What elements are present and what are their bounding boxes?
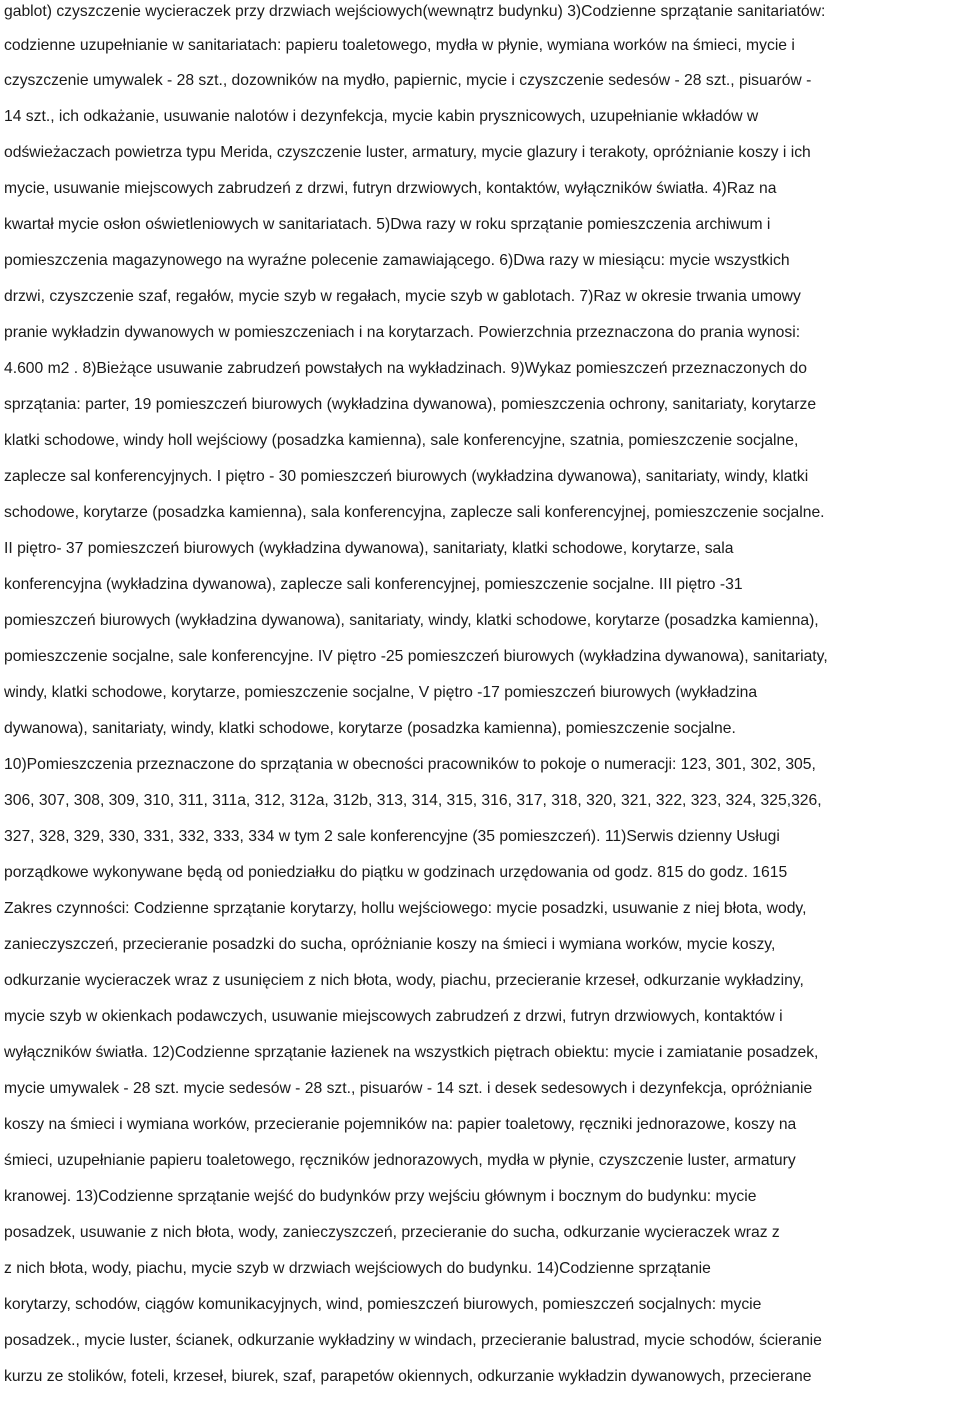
text-line: codzienne uzupełnianie w sanitariatach: papieru toaletowego, mydła w płynie, wymiana worków na śmieci, mycie i: [4, 37, 795, 54]
text-line: odkurzanie wycieraczek wraz z usunięciem z nich błota, wody, piachu, przecieranie krzeseł, odkurzanie wykładziny,: [4, 972, 804, 989]
text-line: 327, 328, 329, 330, 331, 332, 333, 334 w tym 2 sale konferencyjne (35 pomieszczeń). 11)Serwis dzienny Usługi: [4, 828, 780, 845]
text-line: dywanowa), sanitariaty, windy, klatki schodowe, korytarze (posadzka kamienna), pomieszczenie socjalne.: [4, 720, 736, 737]
text-line: kwartał mycie osłon oświetleniowych w sanitariatach. 5)Dwa razy w roku sprzątanie pomieszczenia archiwum i: [4, 216, 771, 233]
text-line: mycie szyb w okienkach podawczych, usuwanie miejscowych zabrudzeń z drzwi, futryn drzwiowych, kontaktów i: [4, 1008, 783, 1025]
text-line: konferencyjna (wykładzina dywanowa), zaplecze sali konferencyjnej, pomieszczenie socjalne. III piętro -31: [4, 576, 743, 593]
text-line: pomieszczenia magazynowego na wyraźne polecenie zamawiającego. 6)Dwa razy w miesiącu: mycie wszystkich: [4, 252, 790, 269]
text-line: drzwi, czyszczenie szaf, regałów, mycie szyb w regałach, mycie szyb w gablotach. 7)Raz w okresie trwania umowy: [4, 288, 801, 305]
text-line: kurzu ze stolików, foteli, krzeseł, biurek, szaf, parapetów okiennych, odkurzanie wykładzin dywanowych, przecierane: [4, 1368, 812, 1385]
text-line: schodowe, korytarze (posadzka kamienna), sala konferencyjna, zaplecze sali konferencyjnej, pomieszczenie socjalne.: [4, 504, 825, 521]
text-line: korytarzy, schodów, ciągów komunikacyjnych, wind, pomieszczeń biurowych, pomieszczeń socjalnych: mycie: [4, 1296, 762, 1313]
text-line: wyłączników światła. 12)Codzienne sprzątanie łazienek na wszystkich piętrach obiektu: mycie i zamiatanie posadzek,: [4, 1044, 819, 1061]
text-line: posadzek., mycie luster, ścianek, odkurzanie wykładziny w windach, przecieranie balustrad, mycie schodów, ścieranie: [4, 1332, 822, 1349]
text-line: pomieszczeń biurowych (wykładzina dywanowa), sanitariaty, windy, klatki schodowe, korytarze (posadzka kamienna),: [4, 612, 819, 629]
text-line: koszy na śmieci i wymiana worków, przecieranie pojemników na: papier toaletowy, ręczniki jednorazowe, koszy na: [4, 1116, 797, 1133]
text-line: 4.600 m2 . 8)Bieżące usuwanie zabrudzeń powstałych na wykładzinach. 9)Wykaz pomieszczeń przeznaczonych do: [4, 360, 807, 377]
text-line: 14 szt., ich odkażanie, usuwanie nalotów i dezynfekcja, mycie kabin prysznicowych, uzupełnianie wkładów w: [4, 108, 759, 125]
text-line: śmieci, uzupełnianie papieru toaletowego, ręczników jednorazowych, mydła w płynie, czyszczenie luster, armatury: [4, 1152, 796, 1169]
text-line: mycie, usuwanie miejscowych zabrudzeń z drzwi, futryn drzwiowych, kontaktów, wyłączników światła. 4)Raz na: [4, 180, 777, 197]
text-line: Zakres czynności: Codzienne sprzątanie korytarzy, hollu wejściowego: mycie posadzki, usuwanie z niej błota, wody,: [4, 900, 807, 917]
text-line: 306, 307, 308, 309, 310, 311, 311a, 312, 312a, 312b, 313, 314, 315, 316, 317, 318, 320, 321, 322, 323, 324, 325,326,: [4, 792, 822, 809]
text-line: odświeżaczach powietrza typu Merida, czyszczenie luster, armatury, mycie glazury i terakoty, opróżnianie koszy i ich: [4, 144, 811, 161]
text-line: II piętro- 37 pomieszczeń biurowych (wykładzina dywanowa), sanitariaty, klatki schodowe, korytarze, sala: [4, 540, 734, 557]
text-line: zaplecze sal konferencyjnych. I piętro - 30 pomieszczeń biurowych (wykładzina dywanowa), sanitariaty, windy, klatki: [4, 468, 809, 485]
text-line: gablot) czyszczenie wycieraczek przy drzwiach wejściowych(wewnątrz budynku) 3)Codzienne sprzątanie sanitariatów:: [4, 3, 826, 20]
text-line: czyszczenie umywalek - 28 szt., dozowników na mydło, papiernic, mycie i czyszczenie sedesów - 28 szt., pisuarów -: [4, 72, 812, 89]
text-line: klatki schodowe, windy holl wejściowy (posadzka kamienna), sale konferencyjne, szatnia, pomieszczenie socjalne,: [4, 432, 799, 449]
text-line: pomieszczenie socjalne, sale konferencyjne. IV piętro -25 pomieszczeń biurowych (wykładzina dywanowa), sanitariaty,: [4, 648, 828, 665]
text-line: posadzek, usuwanie z nich błota, wody, zanieczyszczeń, przecieranie do sucha, odkurzanie wycieraczek wraz z: [4, 1224, 780, 1241]
text-line: pranie wykładzin dywanowych w pomieszczeniach i na korytarzach. Powierzchnia przeznaczona do prania wynosi:: [4, 324, 801, 341]
text-line: windy, klatki schodowe, korytarze, pomieszczenie socjalne, V piętro -17 pomieszczeń biurowych (wykładzina: [4, 684, 758, 701]
text-line: sprzątania: parter, 19 pomieszczeń biurowych (wykładzina dywanowa), pomieszczenia ochrony, sanitariaty, korytarze: [4, 396, 817, 413]
text-line: zanieczyszczeń, przecieranie posadzki do sucha, opróżnianie koszy na śmieci i wymiana worków, mycie koszy,: [4, 936, 776, 953]
text-line: porządkowe wykonywane będą od poniedziałku do piątku w godzinach urzędowania od godz. 815 do godz. 1615: [4, 864, 788, 881]
text-line: mycie umywalek - 28 szt. mycie sedesów - 28 szt., pisuarów - 14 szt. i desek sedesowych i dezynfekcja, opróżnianie: [4, 1080, 813, 1097]
text-line: 10)Pomieszczenia przeznaczone do sprzątania w obecności pracowników to pokoje o numeracji: 123, 301, 302, 305,: [4, 756, 816, 773]
text-line: z nich błota, wody, piachu, mycie szyb w drzwiach wejściowych do budynku. 14)Codzienne sprzątanie: [4, 1260, 711, 1277]
text-line: kranowej. 13)Codzienne sprzątanie wejść do budynków przy wejściu głównym i bocznym do budynku: mycie: [4, 1188, 757, 1205]
